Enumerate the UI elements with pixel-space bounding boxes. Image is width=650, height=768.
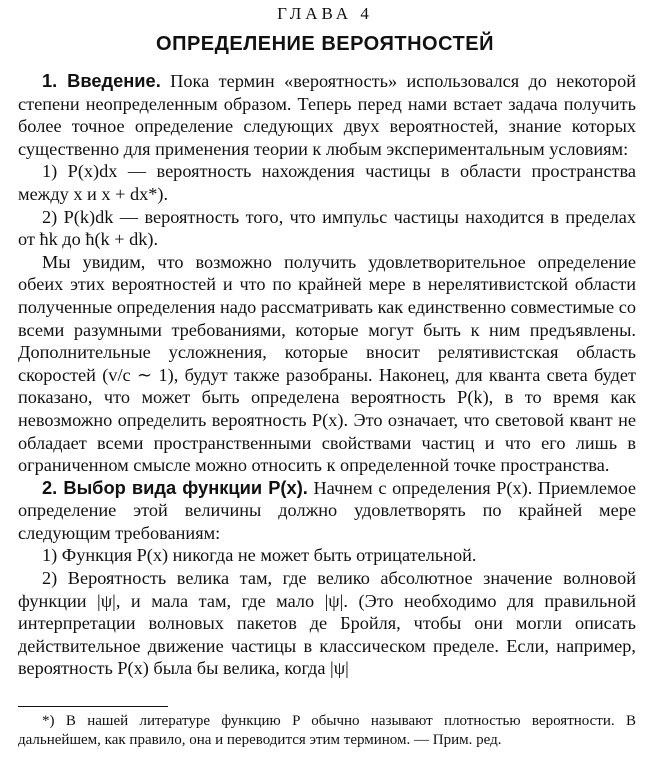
section1-discussion: Мы увидим, что возможно получить удовлетворительное определение обеих этих вероятностей и что по крайней мере в нерелятивистской области полученные определения надо рассматривать как единственно совместимые со всеми разумными требованиями, которые могут быть к ним предъявлены. Дополнительные усложнения, которые вносит релятивистская область скоростей (v/c ∼ 1), будут также разобраны. Наконец, для кванта света будет показано, что может быть определена вероятность P(k), в то время как невозможно определить вероятность P(x). Это означает, что световой квант не обладает всеми пространственными свойствами частиц и что его лишь в ограниченном смысле можно относить к определенной точке пространства. xyxy=(18,251,636,476)
section2-intro-paragraph xyxy=(18,477,636,545)
section1-intro: Пока термин «вероятность» использовался до некоторой степени неопределенным образом. Теперь перед нами встает задача получить более точное определение следующих двух вероятностей, знание которых существенно для применения теории к любым экспериментальным условиям: xyxy=(18,71,636,159)
section2-item2: 2) Вероятность велика там, где велико абсолютное значение волновой функции |ψ|, и мала там, где мало |ψ|. (Это необходимо для правильной интерпретации волновых пакетов де Бройля, чтобы они могли описать действительное движение частицы в классическом пределе. Если, например, вероятность P(x) была бы велика, когда |ψ| xyxy=(18,568,636,679)
footnote xyxy=(18,712,636,750)
section1-item2: 2) P(k)dk — вероятность того, что импульс частицы находится в пределах от ħk до ħ(k + dk). xyxy=(18,206,636,250)
section2-item1: 1) Функция P(x) никогда не может быть отрицательной. xyxy=(42,545,477,566)
section2-heading: 2. Выбор вида функции P(x). xyxy=(42,476,308,498)
main-text xyxy=(18,70,636,680)
section2-intro: Начнем с определения P(x). Приемлемое определение этой величины должно удовлетворять по крайней мере следующим требованиям: xyxy=(18,477,636,543)
footnote-divider xyxy=(18,706,168,707)
section1-intro-paragraph xyxy=(18,70,636,160)
section1-heading: 1. Введение. xyxy=(42,70,161,91)
chapter-title: ОПРЕДЕЛЕНИЕ ВЕРОЯТНОСТЕЙ xyxy=(156,33,494,55)
footnote-text: *) В нашей литературе функцию P обычно называют плотностью вероятности. В дальнейшем, как правило, она и переводится этим термином. — Прим. ред. xyxy=(18,713,636,748)
chapter-label: ГЛАВА 4 xyxy=(277,4,373,23)
section1-item1: 1) P(x)dx — вероятность нахождения частицы в области пространства между x и x + dx*). xyxy=(18,161,636,204)
